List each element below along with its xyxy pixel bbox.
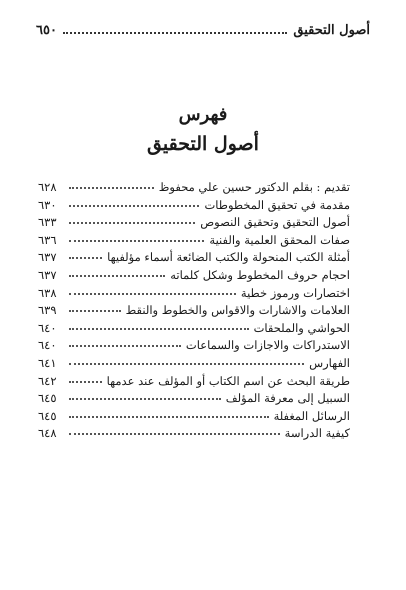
toc-entry-label: العلامات والاشارات والاقواس والخطوط والنقط [125,303,350,318]
running-header [36,20,370,40]
toc-entry-page: ٦٢٨ [38,180,57,194]
running-title: أصول التحقيق [293,22,370,38]
dot-leader [69,205,199,207]
toc-entry[interactable] [38,356,350,374]
toc-entry-page: ٦٣٧ [38,250,57,265]
index-titles [0,104,406,155]
toc-entry[interactable] [38,286,350,304]
toc-entry[interactable] [38,303,350,321]
toc-entry[interactable] [38,374,350,392]
toc-entry[interactable] [38,180,350,198]
header-dot-leader [63,32,287,34]
toc-entry-page: ٦٣٧ [38,267,57,282]
dot-leader [69,222,195,224]
toc-entry[interactable] [38,233,350,251]
dot-leader [69,328,249,330]
toc-entry-page: ٦٤١ [38,355,57,370]
dot-leader [69,257,102,259]
dot-leader [69,345,181,347]
toc-entry-label: الفهارس [309,355,350,370]
dot-leader [69,416,269,418]
toc-entry-label: الحواشي والملحقات [253,320,350,335]
toc-entry-label: مقدمة في تحقيق المخطوطات [204,197,350,212]
toc-entry[interactable] [38,268,350,286]
dot-leader [69,310,121,312]
toc-entry-page: ٦٤٥ [38,408,57,423]
toc-entry-label: كيفية الدراسة [284,426,350,441]
dot-leader [69,381,102,383]
toc-entry-page: ٦٤٢ [38,373,57,388]
index-heading: فهرس [178,104,228,125]
table-of-contents [38,180,350,444]
toc-entry-page: ٦٣٠ [38,197,57,212]
page-number: ٦٥٠ [36,22,57,38]
dot-leader [69,398,221,400]
toc-entry-label: اختصارات ورموز خطية [240,285,350,300]
dot-leader [69,275,165,277]
toc-entry-label: احجام حروف المخطوط وشكل كلماته [170,267,350,282]
toc-entry-label: الرسائل المغفلة [273,408,350,423]
toc-entry-label: طريقة البحث عن اسم الكتاب أو المؤلف عند عدمها [106,373,350,388]
toc-entry-label: أصول التحقيق وتحقيق النصوص [200,215,350,230]
toc-entry[interactable] [38,250,350,268]
toc-entry-label: تقديم : بقلم الدكتور حسين علي محفوظ [158,180,350,194]
toc-entry[interactable] [38,198,350,216]
toc-entry-page: ٦٣٣ [38,215,57,230]
toc-entry-page: ٦٣٩ [38,303,57,318]
toc-entry-page: ٦٤٥ [38,391,57,406]
toc-entry-page: ٦٣٦ [38,232,57,247]
toc-entry[interactable] [38,391,350,409]
toc-entry-page: ٦٤٠ [38,320,57,335]
dot-leader [69,240,204,242]
toc-entry-page: ٦٤٠ [38,338,57,353]
toc-entry-label: صفات المحقق العلمية والفنية [209,232,350,247]
toc-entry-page: ٦٣٨ [38,285,57,300]
toc-entry[interactable] [38,409,350,427]
dot-leader [69,363,304,365]
dot-leader [69,293,236,295]
toc-entry[interactable] [38,321,350,339]
toc-entry[interactable] [38,426,350,444]
dot-leader [69,433,280,435]
index-subheading: أصول التحقيق [147,133,259,155]
toc-entry[interactable] [38,215,350,233]
toc-entry-label: الاستدراكات والاجازات والسماعات [185,338,350,353]
toc-entry-page: ٦٤٨ [38,426,57,441]
toc-entry-label: السبيل إلى معرفة المؤلف [225,391,350,406]
toc-entry[interactable] [38,338,350,356]
toc-entry-label: أمثلة الكتب المنحولة والكتب الضائعة أسماء مؤلفيها [107,250,350,265]
dot-leader [69,187,154,189]
